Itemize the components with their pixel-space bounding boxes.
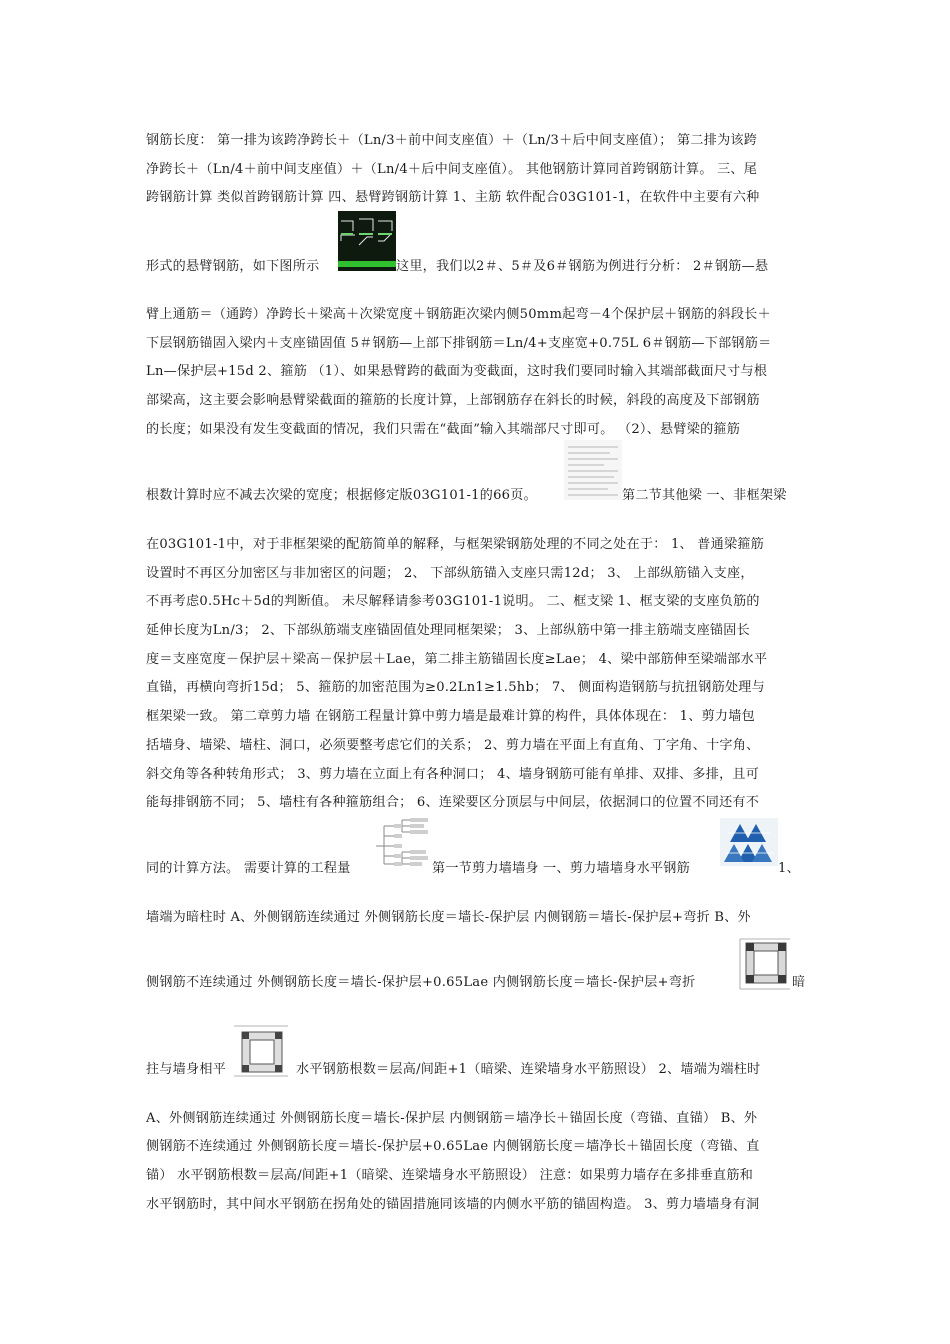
- text-line: 墙端为暗柱时 A、外侧钢筋连续通过 外侧钢筋长度＝墙长-保护层 内侧钢筋＝墙长-保护层+弯折 B、外: [146, 910, 751, 925]
- text-line: 1、: [778, 861, 800, 876]
- code-page-thumbnail-figure: [564, 440, 622, 500]
- text-line: 暗: [792, 975, 806, 990]
- text-line: 钢筋长度： 第一排为该跨净跨长＋（Ln/3＋前中间支座值）＋（Ln/3＋后中间支座值）； 第二排为该跨: [146, 133, 758, 148]
- text-line: 的长度；如果没有发生变截面的情况，我们只需在“截面”输入其端部尺寸即可。 （2）、悬臂梁的箍筋: [146, 422, 741, 437]
- text-line: 部梁高，这主要会影响悬臂梁截面的箍筋的长度计算，上部钢筋存在斜长的时候，斜段的高度及下部钢筋: [146, 393, 760, 408]
- text-line: 跨钢筋计算 类似首跨钢筋计算 四、悬臂跨钢筋计算 1、主筋 软件配合03G101-1，在软件中主要有六种: [146, 190, 760, 205]
- text-line: 形式的悬臂钢筋，如下图所示: [146, 259, 320, 274]
- quantity-tree-diagram-figure: [372, 812, 432, 872]
- text-line: 下层钢筋锚固入梁内＋支座锚固值 5＃钢筋—上部下排钢筋＝Ln/4+支座宽+0.75L 6＃钢筋—下部钢筋＝: [146, 336, 772, 351]
- text-line: 这里，我们以2＃、5＃及6＃钢筋为例进行分析： 2＃钢筋—悬: [396, 259, 769, 274]
- text-line: 拄与墙身相平: [146, 1062, 227, 1077]
- text-line: 根数计算时应不减去次梁的宽度；根据修定版03G101-1的66页。: [146, 488, 537, 503]
- text-line: 斜交角等各种转角形式； 3、剪力墙在立面上有各种洞口； 4、墙身钢筋可能有单排、双排、多排，且可: [146, 767, 760, 782]
- text-line: 同的计算方法。 需要计算的工程量: [146, 861, 351, 876]
- text-line: 臂上通筋＝（通跨）净跨长＋梁高＋次梁宽度＋钢筋距次梁内侧50mm起弯－4个保护层＋钢筋的斜段长＋: [146, 307, 771, 322]
- text-line: 延伸长度为Ln/3； 2、下部纵筋端支座锚固值处理同框架梁； 3、上部纵筋中第一排主筋端支座锚固长: [146, 623, 750, 638]
- text-line: A、外侧钢筋连续通过 外侧钢筋长度＝墙长-保护层 内侧钢筋＝墙净长＋锚固长度（弯锚、直锚） B、外: [146, 1111, 758, 1126]
- text-line: 侧钢筋不连续通过 外侧钢筋长度＝墙长-保护层+0.65Lae 内侧钢筋长度＝墙净长＋锚固长度（弯锚、直: [146, 1139, 760, 1154]
- text-line: 在03G101-1中，对于非框架梁的配筋简单的解释，与框架梁钢筋处理的不同之处在于： 1、 普通梁箍筋: [146, 537, 765, 552]
- cantilever-rebar-figure: [338, 211, 396, 271]
- text-line: 度＝支座宽度－保护层＋梁高－保护层＋Lae，第二排主筋锚固长度≥Lae； 4、梁中部筋伸至梁端部水平: [146, 652, 768, 667]
- text-line: 括墙身、墙梁、墙柱、洞口，必须要整考虑它们的关系； 2、剪力墙在平面上有直角、丁字角、十字角、: [146, 738, 760, 753]
- text-line: 能每排钢筋不同； 5、墙柱有各种箍筋组合； 6、连梁要区分顶层与中间层，依据洞口的位置不同还有不: [146, 795, 760, 810]
- text-line: 框架梁一致。 第二章剪力墙 在钢筋工程量计算中剪力墙是最难计算的构件，具体体现在： 1、剪力墙包: [146, 709, 755, 724]
- text-line: 第二节其他梁 一、非框架梁: [622, 488, 787, 503]
- text-line: 净跨长＋（Ln/4＋前中间支座值）＋（Ln/4＋后中间支座值）。 其他钢筋计算同首跨钢筋计算。 三、尾: [146, 162, 758, 177]
- text-line: 侧钢筋不连续通过 外侧钢筋长度＝墙长-保护层+0.65Lae 内侧钢筋长度＝墙长-保护层+弯折: [146, 975, 696, 990]
- text-line: Ln—保护层+15d 2、箍筋 （1）、如果悬臂跨的截面为变截面，这时我们要同时输入其端部截面尺寸与根: [146, 364, 768, 379]
- text-line: 水平钢筋根数＝层高/间距+1（暗梁、连梁墙身水平筋照设） 2、墙端为端柱时: [296, 1062, 761, 1077]
- text-line: 不再考虑0.5Hc＋5d的判断值。 未尽解释请参考03G101-1说明。 二、框支梁 1、框支梁的支座负筋的: [146, 594, 760, 609]
- wall-corner-forms-figure: [720, 818, 778, 866]
- column-flush-wall-figure: [232, 1020, 292, 1080]
- text-line: 设置时不再区分加密区与非加密区的问题； 2、 下部纵筋锚入支座只需12d； 3、 上部纵筋锚入支座，: [146, 566, 754, 581]
- text-line: 水平钢筋时，其中间水平钢筋在拐角处的锚固措施同该墙的内侧水平筋的锚固构造。 3、剪力墙墙身有洞: [146, 1197, 760, 1212]
- dark-column-corner-figure: [738, 933, 792, 993]
- text-line: 第一节剪力墙墙身 一、剪力墙墙身水平钢筋: [432, 861, 690, 876]
- text-line: 直锚，再横向弯折15d； 5、箍筋的加密范围为≥0.2Ln1≥1.5hb； 7、 侧面构造钢筋与抗扭钢筋处理与: [146, 680, 765, 695]
- text-line: 锚） 水平钢筋根数＝层高/间距+1（暗梁、连梁墙身水平筋照设） 注意：如果剪力墙存在多排垂直筋和: [146, 1168, 754, 1183]
